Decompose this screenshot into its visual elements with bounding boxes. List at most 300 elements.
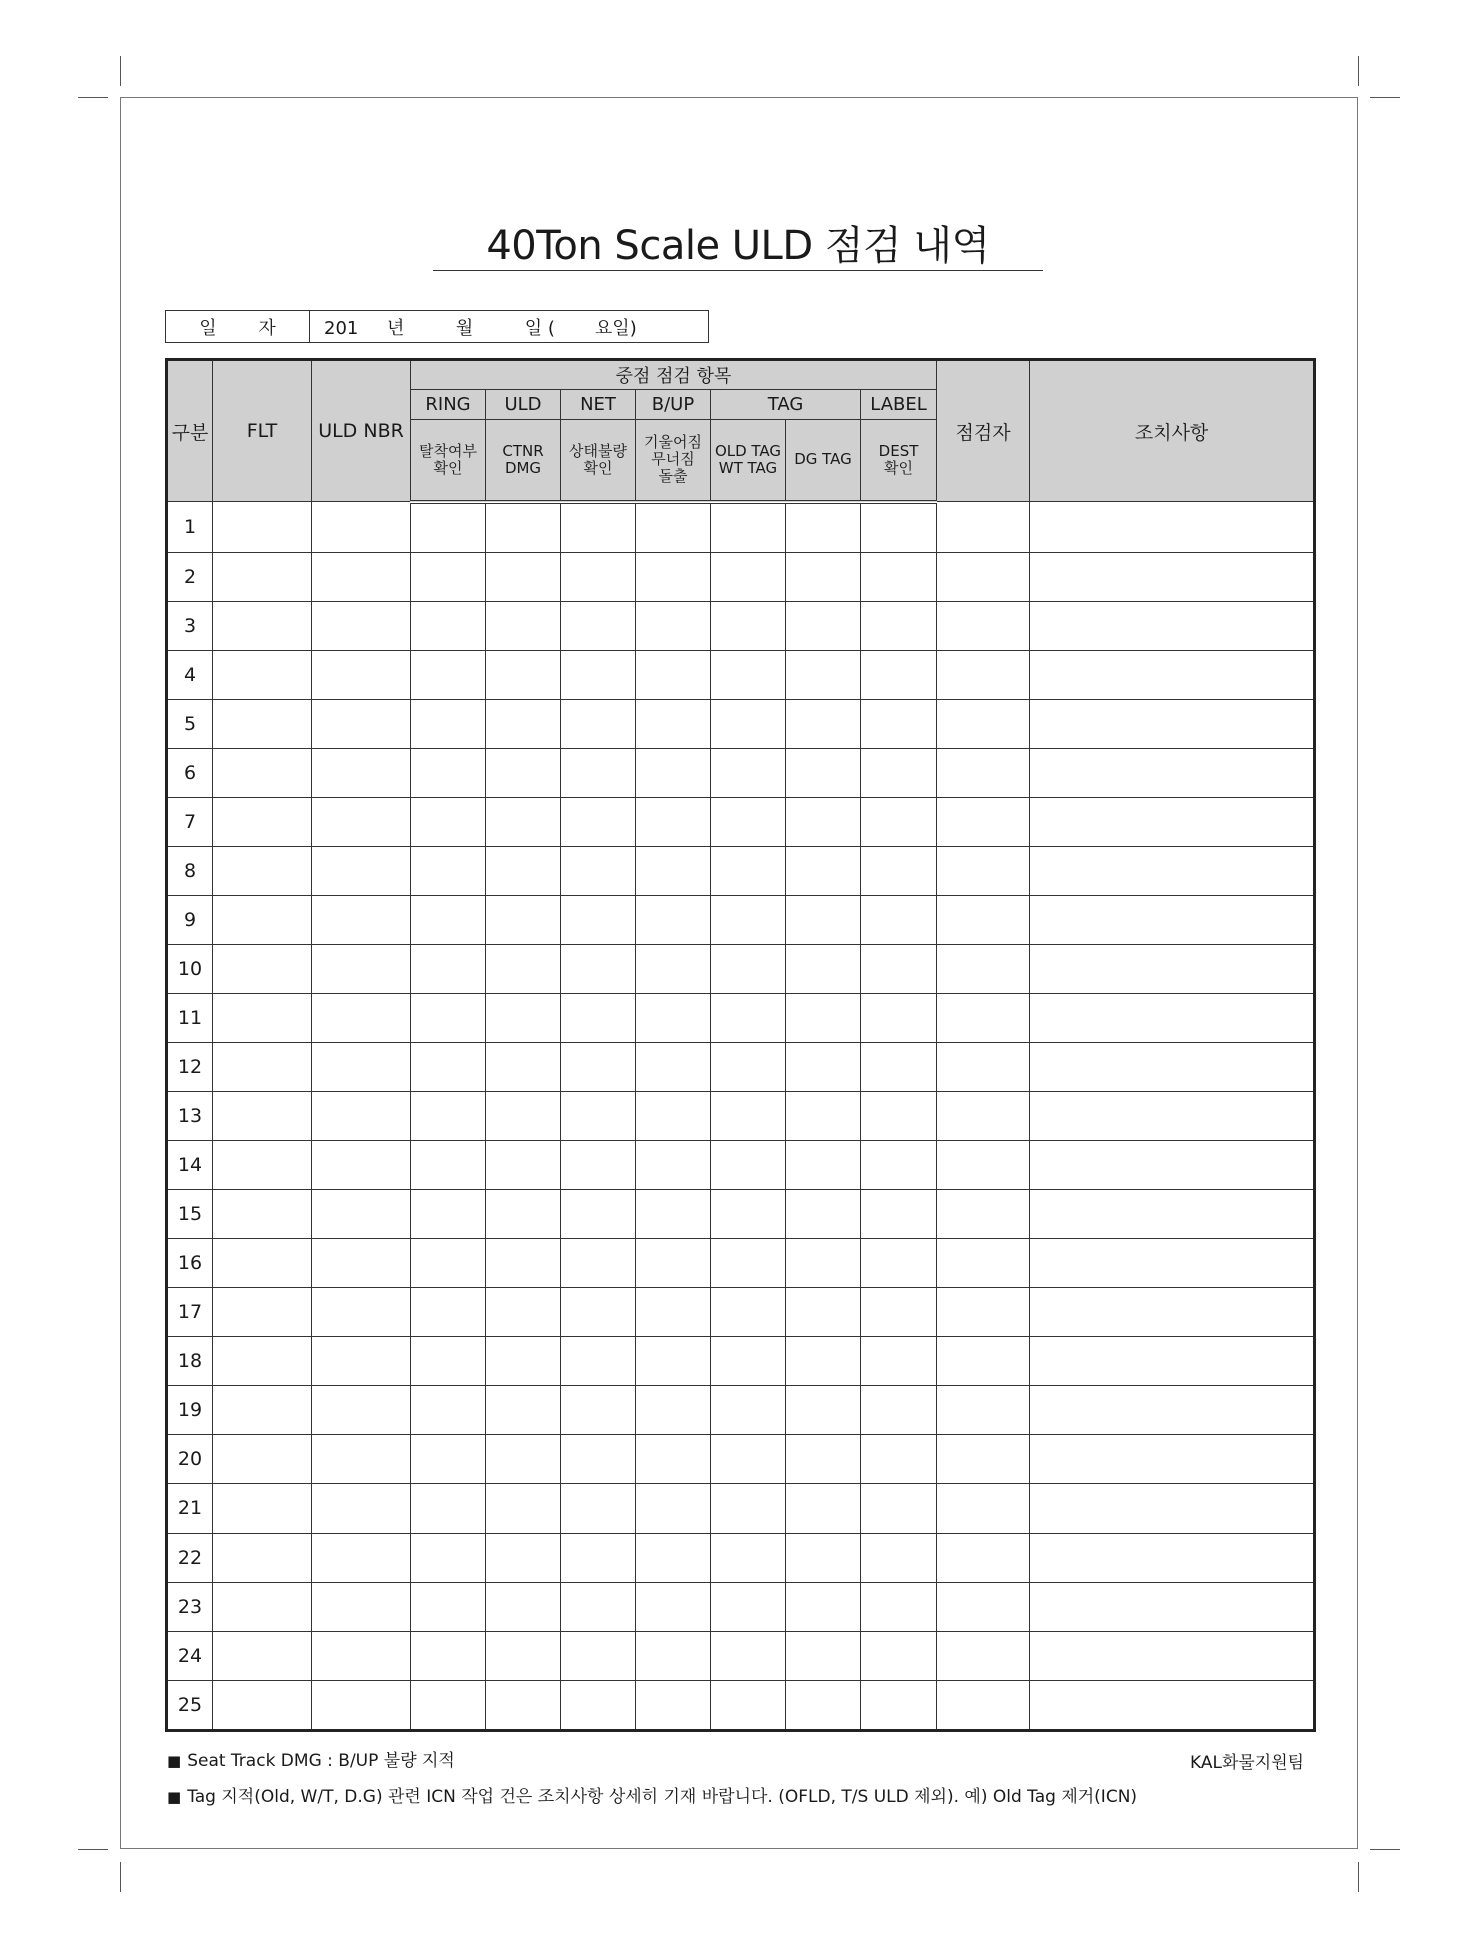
- cell-ring[interactable]: [411, 895, 486, 944]
- cell-action[interactable]: [1030, 1435, 1315, 1484]
- cell-label-dest[interactable]: [861, 944, 937, 993]
- table-row: [167, 1092, 1315, 1141]
- cell-tag-old-wt[interactable]: [711, 1092, 786, 1141]
- cell-label-dest[interactable]: [861, 1141, 937, 1190]
- cell-action[interactable]: [1030, 944, 1315, 993]
- cell-uld[interactable]: [486, 552, 561, 601]
- cell-ring[interactable]: [411, 1680, 486, 1730]
- cell-net[interactable]: [561, 552, 636, 601]
- cell-bup[interactable]: [636, 1337, 711, 1386]
- cell-ring[interactable]: [411, 846, 486, 895]
- cell-action[interactable]: [1030, 1092, 1315, 1141]
- cell-flt[interactable]: [213, 1631, 312, 1680]
- cell-tag-old-wt[interactable]: [711, 650, 786, 699]
- cell-net[interactable]: [561, 601, 636, 650]
- cell-bup[interactable]: [636, 994, 711, 1043]
- cell-action[interactable]: [1030, 650, 1315, 699]
- cell-ring[interactable]: [411, 1484, 486, 1533]
- cell-uld[interactable]: [486, 1582, 561, 1631]
- cell-bup[interactable]: [636, 1190, 711, 1239]
- cell-uld-nbr[interactable]: [312, 1043, 411, 1092]
- cell-flt[interactable]: [213, 1141, 312, 1190]
- cell-inspector[interactable]: [937, 895, 1030, 944]
- cell-tag-dg[interactable]: [786, 1043, 861, 1092]
- cell-tag-dg[interactable]: [786, 601, 861, 650]
- cell-inspector[interactable]: [937, 1190, 1030, 1239]
- cell-tag-old-wt[interactable]: [711, 1190, 786, 1239]
- cell-bup[interactable]: [636, 1141, 711, 1190]
- cell-uld-nbr[interactable]: [312, 1092, 411, 1141]
- cell-flt[interactable]: [213, 1386, 312, 1435]
- cell-uld-nbr[interactable]: [312, 1337, 411, 1386]
- cell-tag-dg[interactable]: [786, 748, 861, 797]
- cell-net[interactable]: [561, 1337, 636, 1386]
- row-number: 5: [167, 699, 213, 748]
- cell-flt[interactable]: [213, 944, 312, 993]
- cell-uld-nbr[interactable]: [312, 699, 411, 748]
- cell-uld[interactable]: [486, 1484, 561, 1533]
- cell-label-dest[interactable]: [861, 1533, 937, 1582]
- cell-inspector[interactable]: [937, 650, 1030, 699]
- cell-flt[interactable]: [213, 502, 312, 553]
- cell-inspector[interactable]: [937, 748, 1030, 797]
- cell-bup[interactable]: [636, 748, 711, 797]
- cell-label-dest[interactable]: [861, 1288, 937, 1337]
- cell-action[interactable]: [1030, 699, 1315, 748]
- cell-flt[interactable]: [213, 1337, 312, 1386]
- cell-uld[interactable]: [486, 1288, 561, 1337]
- cell-net[interactable]: [561, 1533, 636, 1582]
- cell-flt[interactable]: [213, 601, 312, 650]
- cell-tag-dg[interactable]: [786, 994, 861, 1043]
- table-row: [167, 699, 1315, 748]
- cell-label-dest[interactable]: [861, 1043, 937, 1092]
- cell-label-dest[interactable]: [861, 1386, 937, 1435]
- cell-inspector[interactable]: [937, 994, 1030, 1043]
- cell-uld[interactable]: [486, 748, 561, 797]
- cell-uld[interactable]: [486, 1141, 561, 1190]
- cell-tag-old-wt[interactable]: [711, 1141, 786, 1190]
- cell-action[interactable]: [1030, 601, 1315, 650]
- cell-tag-dg[interactable]: [786, 1533, 861, 1582]
- cell-uld[interactable]: [486, 1533, 561, 1582]
- cell-tag-old-wt[interactable]: [711, 797, 786, 846]
- date-value[interactable]: 201 년 월 일 ( 요일): [324, 317, 637, 339]
- cell-uld-nbr[interactable]: [312, 1239, 411, 1288]
- cell-uld[interactable]: [486, 1043, 561, 1092]
- cell-ring[interactable]: [411, 1043, 486, 1092]
- cell-flt[interactable]: [213, 1533, 312, 1582]
- cell-uld-nbr[interactable]: [312, 944, 411, 993]
- cell-uld-nbr[interactable]: [312, 797, 411, 846]
- cell-uld[interactable]: [486, 1190, 561, 1239]
- cell-net[interactable]: [561, 699, 636, 748]
- cell-flt[interactable]: [213, 650, 312, 699]
- cell-tag-old-wt[interactable]: [711, 846, 786, 895]
- cell-uld[interactable]: [486, 846, 561, 895]
- cell-tag-dg[interactable]: [786, 699, 861, 748]
- cell-action[interactable]: [1030, 994, 1315, 1043]
- cell-uld[interactable]: [486, 601, 561, 650]
- cell-action[interactable]: [1030, 895, 1315, 944]
- cell-ring[interactable]: [411, 1386, 486, 1435]
- cell-action[interactable]: [1030, 502, 1315, 553]
- cell-bup[interactable]: [636, 650, 711, 699]
- cell-net[interactable]: [561, 846, 636, 895]
- cell-flt[interactable]: [213, 1239, 312, 1288]
- cell-uld-nbr[interactable]: [312, 846, 411, 895]
- cell-tag-dg[interactable]: [786, 846, 861, 895]
- cell-label-dest[interactable]: [861, 699, 937, 748]
- cell-tag-dg[interactable]: [786, 502, 861, 553]
- cell-net[interactable]: [561, 994, 636, 1043]
- cell-bup[interactable]: [636, 846, 711, 895]
- cell-label-dest[interactable]: [861, 1092, 937, 1141]
- cell-inspector[interactable]: [937, 1533, 1030, 1582]
- cell-uld[interactable]: [486, 1239, 561, 1288]
- cell-uld-nbr[interactable]: [312, 1533, 411, 1582]
- cell-uld-nbr[interactable]: [312, 895, 411, 944]
- cell-ring[interactable]: [411, 1141, 486, 1190]
- cell-uld[interactable]: [486, 502, 561, 553]
- cell-tag-dg[interactable]: [786, 650, 861, 699]
- row-number: 8: [167, 846, 213, 895]
- cell-ring[interactable]: [411, 1533, 486, 1582]
- cell-uld-nbr[interactable]: [312, 1582, 411, 1631]
- cell-inspector[interactable]: [937, 1680, 1030, 1730]
- cell-label-dest[interactable]: [861, 601, 937, 650]
- row-number: 17: [167, 1288, 213, 1337]
- cell-label-dest[interactable]: [861, 846, 937, 895]
- cell-uld[interactable]: [486, 994, 561, 1043]
- cell-action[interactable]: [1030, 1582, 1315, 1631]
- cell-tag-old-wt[interactable]: [711, 1288, 786, 1337]
- table-row: [167, 797, 1315, 846]
- cell-ring[interactable]: [411, 1435, 486, 1484]
- cell-flt[interactable]: [213, 1288, 312, 1337]
- cell-inspector[interactable]: [937, 1582, 1030, 1631]
- cell-flt[interactable]: [213, 797, 312, 846]
- cell-tag-dg[interactable]: [786, 797, 861, 846]
- cell-tag-old-wt[interactable]: [711, 1533, 786, 1582]
- black-square-icon: ■: [167, 1752, 182, 1770]
- cell-uld-nbr[interactable]: [312, 1190, 411, 1239]
- cell-bup[interactable]: [636, 944, 711, 993]
- cell-action[interactable]: [1030, 1533, 1315, 1582]
- cell-tag-dg[interactable]: [786, 944, 861, 993]
- cell-flt[interactable]: [213, 1190, 312, 1239]
- cell-flt[interactable]: [213, 748, 312, 797]
- cell-inspector[interactable]: [937, 699, 1030, 748]
- col-header-uld-nbr: ULD NBR: [312, 360, 411, 502]
- cell-label-dest[interactable]: [861, 552, 937, 601]
- cell-ring[interactable]: [411, 1631, 486, 1680]
- cell-net[interactable]: [561, 1092, 636, 1141]
- cell-uld-nbr[interactable]: [312, 650, 411, 699]
- cell-tag-old-wt[interactable]: [711, 895, 786, 944]
- cell-tag-old-wt[interactable]: [711, 748, 786, 797]
- row-number: 16: [167, 1239, 213, 1288]
- cell-inspector[interactable]: [937, 1288, 1030, 1337]
- cell-ring[interactable]: [411, 1190, 486, 1239]
- cell-label-dest[interactable]: [861, 1435, 937, 1484]
- cell-tag-dg[interactable]: [786, 1141, 861, 1190]
- cell-uld[interactable]: [486, 895, 561, 944]
- cell-tag-old-wt[interactable]: [711, 1484, 786, 1533]
- cell-ring[interactable]: [411, 552, 486, 601]
- cell-tag-old-wt[interactable]: [711, 699, 786, 748]
- cell-uld-nbr[interactable]: [312, 1435, 411, 1484]
- subheader-label: LABEL: [861, 390, 937, 420]
- cell-bup[interactable]: [636, 1680, 711, 1730]
- cell-tag-dg[interactable]: [786, 1582, 861, 1631]
- cell-ring[interactable]: [411, 699, 486, 748]
- cell-tag-dg[interactable]: [786, 1190, 861, 1239]
- cell-flt[interactable]: [213, 846, 312, 895]
- row-number: 24: [167, 1631, 213, 1680]
- cell-ring[interactable]: [411, 748, 486, 797]
- cell-label-dest[interactable]: [861, 1337, 937, 1386]
- cell-uld[interactable]: [486, 1337, 561, 1386]
- cell-label-dest[interactable]: [861, 1239, 937, 1288]
- cell-inspector[interactable]: [937, 1386, 1030, 1435]
- cell-net[interactable]: [561, 650, 636, 699]
- cell-label-dest[interactable]: [861, 1680, 937, 1730]
- cell-uld-nbr[interactable]: [312, 1680, 411, 1730]
- cell-action[interactable]: [1030, 1680, 1315, 1730]
- cell-label-dest[interactable]: [861, 797, 937, 846]
- cell-tag-old-wt[interactable]: [711, 1337, 786, 1386]
- cell-uld[interactable]: [486, 1680, 561, 1730]
- cell-tag-dg[interactable]: [786, 895, 861, 944]
- cell-bup[interactable]: [636, 1043, 711, 1092]
- cell-tag-old-wt[interactable]: [711, 1386, 786, 1435]
- cell-bup[interactable]: [636, 1484, 711, 1533]
- cell-tag-dg[interactable]: [786, 1337, 861, 1386]
- cell-bup[interactable]: [636, 1582, 711, 1631]
- cell-net[interactable]: [561, 1386, 636, 1435]
- cell-uld-nbr[interactable]: [312, 748, 411, 797]
- cell-action[interactable]: [1030, 552, 1315, 601]
- cell-bup[interactable]: [636, 895, 711, 944]
- cell-label-dest[interactable]: [861, 1484, 937, 1533]
- cell-uld-nbr[interactable]: [312, 1288, 411, 1337]
- cell-net[interactable]: [561, 895, 636, 944]
- cell-net[interactable]: [561, 944, 636, 993]
- cell-label-dest[interactable]: [861, 1582, 937, 1631]
- row-number: 10: [167, 944, 213, 993]
- cell-uld-nbr[interactable]: [312, 1386, 411, 1435]
- cell-inspector[interactable]: [937, 502, 1030, 553]
- cell-tag-old-wt[interactable]: [711, 1435, 786, 1484]
- cell-flt[interactable]: [213, 699, 312, 748]
- cell-tag-old-wt[interactable]: [711, 552, 786, 601]
- cell-action[interactable]: [1030, 1288, 1315, 1337]
- cell-uld[interactable]: [486, 1386, 561, 1435]
- cell-net[interactable]: [561, 1141, 636, 1190]
- cell-bup[interactable]: [636, 1239, 711, 1288]
- cell-tag-old-wt[interactable]: [711, 1680, 786, 1730]
- cell-label-dest[interactable]: [861, 994, 937, 1043]
- cell-uld[interactable]: [486, 1631, 561, 1680]
- cell-inspector[interactable]: [937, 1484, 1030, 1533]
- row-number: 1: [167, 502, 213, 553]
- cell-net[interactable]: [561, 502, 636, 553]
- subheader-ring: RING: [411, 390, 486, 420]
- cell-tag-old-wt[interactable]: [711, 1239, 786, 1288]
- cell-flt[interactable]: [213, 552, 312, 601]
- cell-tag-dg[interactable]: [786, 1386, 861, 1435]
- cell-action[interactable]: [1030, 1239, 1315, 1288]
- subheader-net: NET: [561, 390, 636, 420]
- cell-action[interactable]: [1030, 846, 1315, 895]
- cell-tag-old-wt[interactable]: [711, 994, 786, 1043]
- cell-bup[interactable]: [636, 1288, 711, 1337]
- cell-tag-old-wt[interactable]: [711, 502, 786, 553]
- cell-bup[interactable]: [636, 699, 711, 748]
- cell-inspector[interactable]: [937, 1239, 1030, 1288]
- cell-tag-old-wt[interactable]: [711, 1631, 786, 1680]
- cell-tag-old-wt[interactable]: [711, 1582, 786, 1631]
- cell-action[interactable]: [1030, 1386, 1315, 1435]
- cell-bup[interactable]: [636, 601, 711, 650]
- cell-ring[interactable]: [411, 601, 486, 650]
- cell-net[interactable]: [561, 1435, 636, 1484]
- cell-net[interactable]: [561, 1190, 636, 1239]
- cell-tag-old-wt[interactable]: [711, 944, 786, 993]
- cell-uld[interactable]: [486, 650, 561, 699]
- cell-action[interactable]: [1030, 1190, 1315, 1239]
- cell-ring[interactable]: [411, 994, 486, 1043]
- cell-bup[interactable]: [636, 552, 711, 601]
- cell-uld-nbr[interactable]: [312, 552, 411, 601]
- cell-ring[interactable]: [411, 1239, 486, 1288]
- cell-label-dest[interactable]: [861, 502, 937, 553]
- cell-action[interactable]: [1030, 1484, 1315, 1533]
- subheader-bup: B/UP: [636, 390, 711, 420]
- cell-uld-nbr[interactable]: [312, 994, 411, 1043]
- cell-net[interactable]: [561, 1043, 636, 1092]
- cell-ring[interactable]: [411, 797, 486, 846]
- cell-label-dest[interactable]: [861, 895, 937, 944]
- cell-action[interactable]: [1030, 797, 1315, 846]
- cell-tag-dg[interactable]: [786, 1680, 861, 1730]
- cell-uld-nbr[interactable]: [312, 1631, 411, 1680]
- cell-uld-nbr[interactable]: [312, 1484, 411, 1533]
- cell-ring[interactable]: [411, 1288, 486, 1337]
- cell-action[interactable]: [1030, 1043, 1315, 1092]
- cell-net[interactable]: [561, 1631, 636, 1680]
- cell-label-dest[interactable]: [861, 1190, 937, 1239]
- cell-inspector[interactable]: [937, 1141, 1030, 1190]
- cell-inspector[interactable]: [937, 1337, 1030, 1386]
- item-ring: 탈착여부 확인: [411, 420, 486, 502]
- cell-tag-dg[interactable]: [786, 1288, 861, 1337]
- cell-uld-nbr[interactable]: [312, 601, 411, 650]
- cell-bup[interactable]: [636, 1386, 711, 1435]
- cell-flt[interactable]: [213, 895, 312, 944]
- cell-flt[interactable]: [213, 1435, 312, 1484]
- cell-uld[interactable]: [486, 1092, 561, 1141]
- col-header-inspector: 점검자: [937, 360, 1030, 502]
- cell-bup[interactable]: [636, 1533, 711, 1582]
- cell-net[interactable]: [561, 1484, 636, 1533]
- cell-flt[interactable]: [213, 1043, 312, 1092]
- cell-action[interactable]: [1030, 1337, 1315, 1386]
- cell-net[interactable]: [561, 1680, 636, 1730]
- cell-flt[interactable]: [213, 1484, 312, 1533]
- cell-ring[interactable]: [411, 502, 486, 553]
- table-row: [167, 1386, 1315, 1435]
- cell-inspector[interactable]: [937, 1435, 1030, 1484]
- cell-net[interactable]: [561, 748, 636, 797]
- cell-uld[interactable]: [486, 797, 561, 846]
- cell-uld[interactable]: [486, 1435, 561, 1484]
- cell-net[interactable]: [561, 1582, 636, 1631]
- cell-uld-nbr[interactable]: [312, 1141, 411, 1190]
- cell-uld[interactable]: [486, 944, 561, 993]
- cell-tag-old-wt[interactable]: [711, 601, 786, 650]
- cell-net[interactable]: [561, 1239, 636, 1288]
- row-number: 15: [167, 1190, 213, 1239]
- cell-uld[interactable]: [486, 699, 561, 748]
- cell-tag-dg[interactable]: [786, 1484, 861, 1533]
- cell-bup[interactable]: [636, 797, 711, 846]
- cell-flt[interactable]: [213, 1582, 312, 1631]
- cell-bup[interactable]: [636, 502, 711, 553]
- cell-flt[interactable]: [213, 994, 312, 1043]
- cell-tag-dg[interactable]: [786, 1631, 861, 1680]
- cell-ring[interactable]: [411, 1337, 486, 1386]
- cell-inspector[interactable]: [937, 944, 1030, 993]
- cell-tag-dg[interactable]: [786, 1239, 861, 1288]
- cell-ring[interactable]: [411, 1092, 486, 1141]
- cell-action[interactable]: [1030, 1631, 1315, 1680]
- cell-label-dest[interactable]: [861, 1631, 937, 1680]
- cell-tag-dg[interactable]: [786, 552, 861, 601]
- cell-bup[interactable]: [636, 1631, 711, 1680]
- cell-label-dest[interactable]: [861, 650, 937, 699]
- cell-inspector[interactable]: [937, 1092, 1030, 1141]
- item-net: 상태불량 확인: [561, 420, 636, 502]
- cell-action[interactable]: [1030, 1141, 1315, 1190]
- cell-label-dest[interactable]: [861, 748, 937, 797]
- cell-bup[interactable]: [636, 1435, 711, 1484]
- cell-tag-old-wt[interactable]: [711, 1043, 786, 1092]
- cell-inspector[interactable]: [937, 601, 1030, 650]
- cell-inspector[interactable]: [937, 552, 1030, 601]
- cell-inspector[interactable]: [937, 1631, 1030, 1680]
- black-square-icon: ■: [167, 1788, 182, 1806]
- cell-inspector[interactable]: [937, 1043, 1030, 1092]
- cell-uld-nbr[interactable]: [312, 502, 411, 553]
- cell-inspector[interactable]: [937, 846, 1030, 895]
- cell-flt[interactable]: [213, 1092, 312, 1141]
- row-number: 6: [167, 748, 213, 797]
- cell-bup[interactable]: [636, 1092, 711, 1141]
- cell-ring[interactable]: [411, 650, 486, 699]
- cell-inspector[interactable]: [937, 797, 1030, 846]
- cell-flt[interactable]: [213, 1680, 312, 1730]
- cell-action[interactable]: [1030, 748, 1315, 797]
- item-uld: CTNR DMG: [486, 420, 561, 502]
- cell-net[interactable]: [561, 1288, 636, 1337]
- cell-ring[interactable]: [411, 1582, 486, 1631]
- cell-ring[interactable]: [411, 944, 486, 993]
- cell-tag-dg[interactable]: [786, 1092, 861, 1141]
- cell-tag-dg[interactable]: [786, 1435, 861, 1484]
- cell-net[interactable]: [561, 797, 636, 846]
